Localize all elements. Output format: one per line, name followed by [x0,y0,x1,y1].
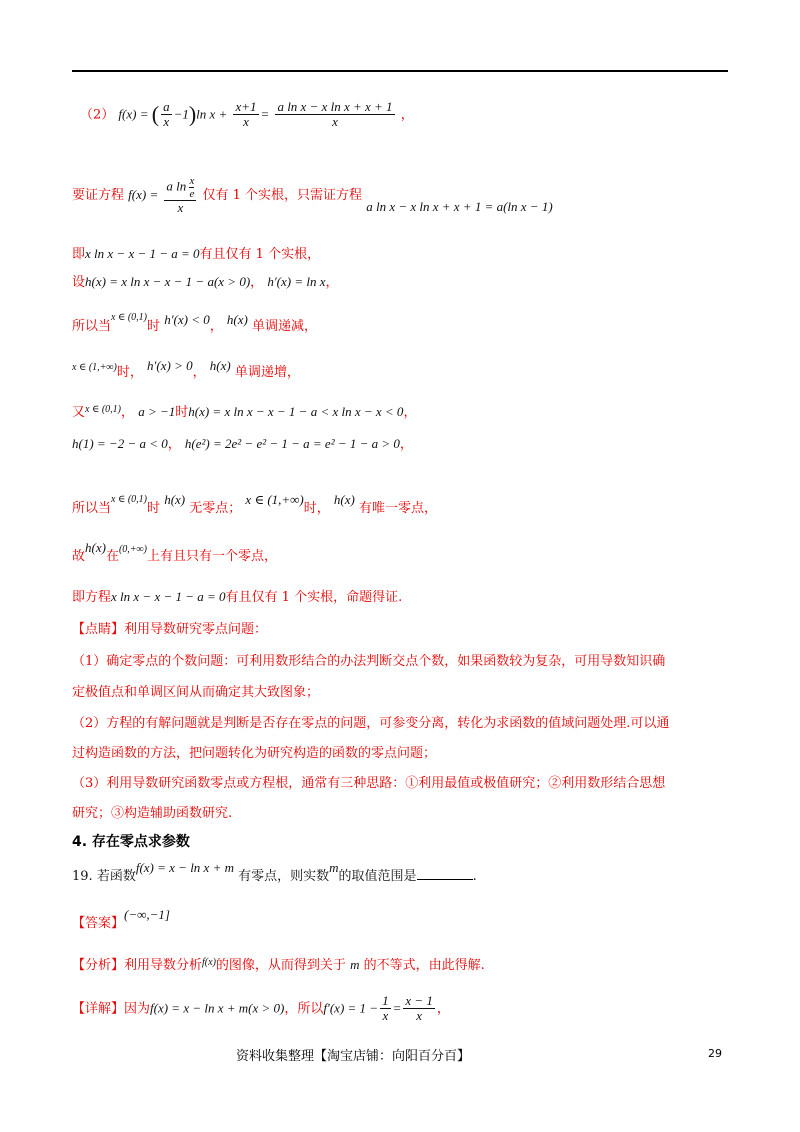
text: ， [325,275,339,290]
text: ， [399,437,413,452]
math: f(x) = [128,186,159,202]
header-rule [72,70,728,72]
text: 上有且只有一个零点， [147,549,278,564]
tip-p3a: （3）利用导数研究函数零点或方程根，通常有三种思路：①利用最值或极值研究；②利用数形结合思想 [72,776,666,791]
math: h(1) = −2 − a < 0 [72,436,168,451]
line-values [72,436,413,453]
math: x ∈ (0,1) [111,312,148,323]
text: ， [250,275,264,290]
frac-num: 1 [382,993,389,1008]
text: 时 [147,501,161,516]
text: 设 [72,275,86,290]
math: m [350,957,360,972]
text: ， [436,1001,450,1017]
math: f(x) = x − ln x + m(x > 0) [150,1000,285,1016]
tip-p1a: （1）确定零点的个数问题：可利用数形结合的办法判断交点个数，如果函数较为复杂，可用导数知识确 [72,654,666,669]
text: 有零点，则实数 [238,869,330,884]
math: x ln x − x − 1 − a = 0 [111,589,226,604]
line-decreasing [72,312,317,335]
math: h′(x) > 0 [147,358,193,373]
text: ， [167,437,181,452]
line-part2: （2） f(x) = ( $\frac{a}{x}$ −1)ln x + $\frac{x+1}{x}$ = $\frac{\text{a ln x − x ln x + x + 1}}{x}$ ， [80,99,414,130]
text: ， [403,405,417,420]
text: 即 [72,247,86,262]
math: h(e²) = 2e² − e² − 1 − a = e² − 1 − a > 0 [184,436,400,451]
frac-num: a ln x − x ln x + x + 1 [277,99,393,114]
text: ， [121,405,135,420]
analysis-line [72,957,485,974]
math: h′(x) = ln x [267,274,326,289]
math: f′(x) = 1 − [323,1000,379,1016]
tip-p1b: 定极值点和单调区间从而确定其大致图象； [72,685,320,700]
math: h(x) [85,540,106,555]
text: 无零点； [189,501,242,516]
text: 有且仅有 1 个实根， [199,247,321,262]
text: ，所以 [284,1001,324,1017]
ln-term: ln x + [196,106,228,122]
math: x ∈ (0,1) [85,404,122,415]
tip-p3b: 研究；③构造辅助函数研究. [72,806,233,821]
math: h(x) [226,312,248,327]
minus-one: −1 [173,106,189,122]
math: f(x) [202,957,216,968]
frac-den: x [416,1008,423,1024]
math: h(x) = x ln x − x − 1 − a(x > 0) [85,274,251,289]
part-label: （2） [80,107,115,123]
text: 所以当 [72,501,112,516]
line-prove [72,175,553,215]
line-proved [72,589,402,606]
text: 【分析】利用导数分析 [72,958,203,973]
frac-num: a ln [166,178,187,194]
text: . [472,869,477,884]
text: 要证方程 [72,187,125,203]
line-again [72,404,416,421]
section-heading: 4. 存在零点求参数 [72,834,190,850]
text: 【详解】因为 [72,1001,151,1017]
text: 的不等式，由此得解. [363,958,485,973]
math: f(x) = x − ln x + m [135,860,234,875]
math: (0,+∞) [118,544,148,555]
text: 单调递增， [234,365,300,380]
frac-den: x [163,114,170,130]
text: 时， [303,501,330,516]
math: x ∈ (1,+∞) [72,362,117,373]
text: 时， [116,365,143,380]
detail-line [72,994,450,1024]
line-equiv [72,246,320,263]
answer-line [72,907,170,932]
math: h(x) [209,358,231,373]
text: 单调递减， [251,319,317,334]
inner-den: e [189,188,195,201]
text: 时 [175,405,189,420]
math: h(x) [333,492,355,507]
line-conclusion-h [72,540,277,565]
text: 故 [72,549,86,564]
text: 又 [72,405,86,420]
text: 的取值范围是 [338,869,417,884]
text: 仅有 1 个实根，只需证方程 [202,187,363,203]
question-number: 19. [72,869,93,884]
tip-p2a: （2）方程的有解问题就是判断是否存在零点的问题，可参变分离，转化为求函数的值域问题处理.可以通 [72,716,670,731]
math: h′(x) < 0 [164,312,210,327]
line-zeros [72,492,437,517]
text: 有且仅有 1 个实根，命题得证. [225,590,403,605]
math: h(x) = x ln x − x − 1 − a < x ln x − x < 0 [188,404,404,419]
frac-den: x [382,1008,389,1024]
frac-den: x [243,114,249,130]
comma: ， [400,107,414,123]
tip-p2b: 过构造函数的方法，把问题转化为研究构造的函数的零点问题； [72,746,437,761]
math: x ln x − x − 1 − a = 0 [85,246,200,261]
text: 有唯一零点， [359,501,438,516]
text: 若函数 [96,869,136,884]
text: 在 [105,549,119,564]
frac-den: x [332,114,338,130]
answer-blank [417,869,473,880]
math: x ∈ (0,1) [111,494,148,505]
page-number: 29 [708,1047,722,1060]
math: = [392,1000,402,1016]
question-19 [72,860,477,885]
text: 时 [147,319,161,334]
line-define-h [72,274,339,291]
inner-num: x [189,175,195,187]
text: 即方程 [72,590,112,605]
answer-value: (−∞,−1] [124,907,170,922]
text: ， [209,319,223,334]
math: a > −1 [138,404,176,419]
line-increasing [72,358,300,381]
math: h(x) [164,492,186,507]
frac-den: x [177,200,184,216]
frac-num: a [163,99,170,114]
frac-num: x − 1 [405,993,433,1008]
text: 所以当 [72,319,112,334]
text: ， [192,365,206,380]
footer-text: 资料收集整理【淘宝店铺：向阳百分百】 [236,1049,471,1064]
math: m [329,860,339,875]
text: 的图像，从而得到关于 [215,958,346,973]
answer-label: 【答案】 [72,916,125,931]
math: a ln x − x ln x + x + 1 = a(ln x − 1) [366,198,553,214]
frac-num: x+1 [235,99,257,114]
math: x ∈ (1,+∞) [245,492,304,507]
tip-heading: 【点睛】利用导数研究零点问题： [72,622,268,637]
